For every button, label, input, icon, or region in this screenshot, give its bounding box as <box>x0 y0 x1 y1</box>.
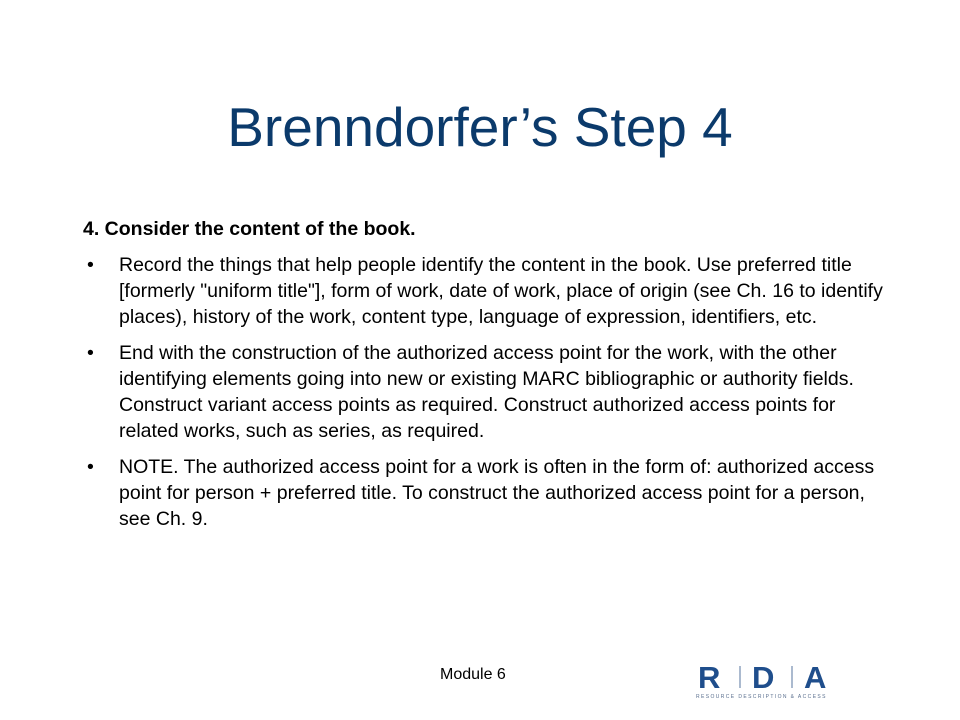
rda-logo <box>696 660 836 704</box>
step-heading: 4. Consider the content of the book. <box>83 218 416 240</box>
bullet-dot-icon: • <box>87 254 94 276</box>
logo-letter-r: R <box>698 660 721 692</box>
logo-caption: RESOURCE DESCRIPTION & ACCESS <box>696 694 827 700</box>
bullet-list <box>83 252 883 532</box>
bullet-dot-icon: • <box>87 342 94 364</box>
bullet-text: End with the construction of the authorized access point for the work, with the other identifying elements going into new or existing MARC bibliographic or authority fields. Construct variant access points as required. Construct authorized access points for related works, such as series, as required. <box>119 342 854 442</box>
rda-logo-mark <box>696 660 836 692</box>
slide-title: Brenndorfer’s Step 4 <box>227 96 733 158</box>
logo-letter-d: D <box>752 660 775 692</box>
bullet-text: NOTE. The authorized access point for a work is often in the form of: authorized access point for person + preferred title. To construct the authorized access point for a person, see Ch. 9. <box>119 456 875 530</box>
footer-module-label: Module 6 <box>440 666 506 683</box>
bullet-item <box>83 454 883 532</box>
slide-content <box>83 216 883 542</box>
bullet-text: Record the things that help people identify the content in the book. Use preferred title [formerly "uniform title"], form of work, date of work, place of origin (see Ch. 16 to identify places), history of the work, content type, language of expression, identifiers, etc. <box>119 254 883 328</box>
bullet-item <box>83 252 883 330</box>
bullet-item <box>83 340 883 444</box>
bullet-dot-icon: • <box>87 456 94 478</box>
logo-letter-a: A <box>804 660 827 692</box>
